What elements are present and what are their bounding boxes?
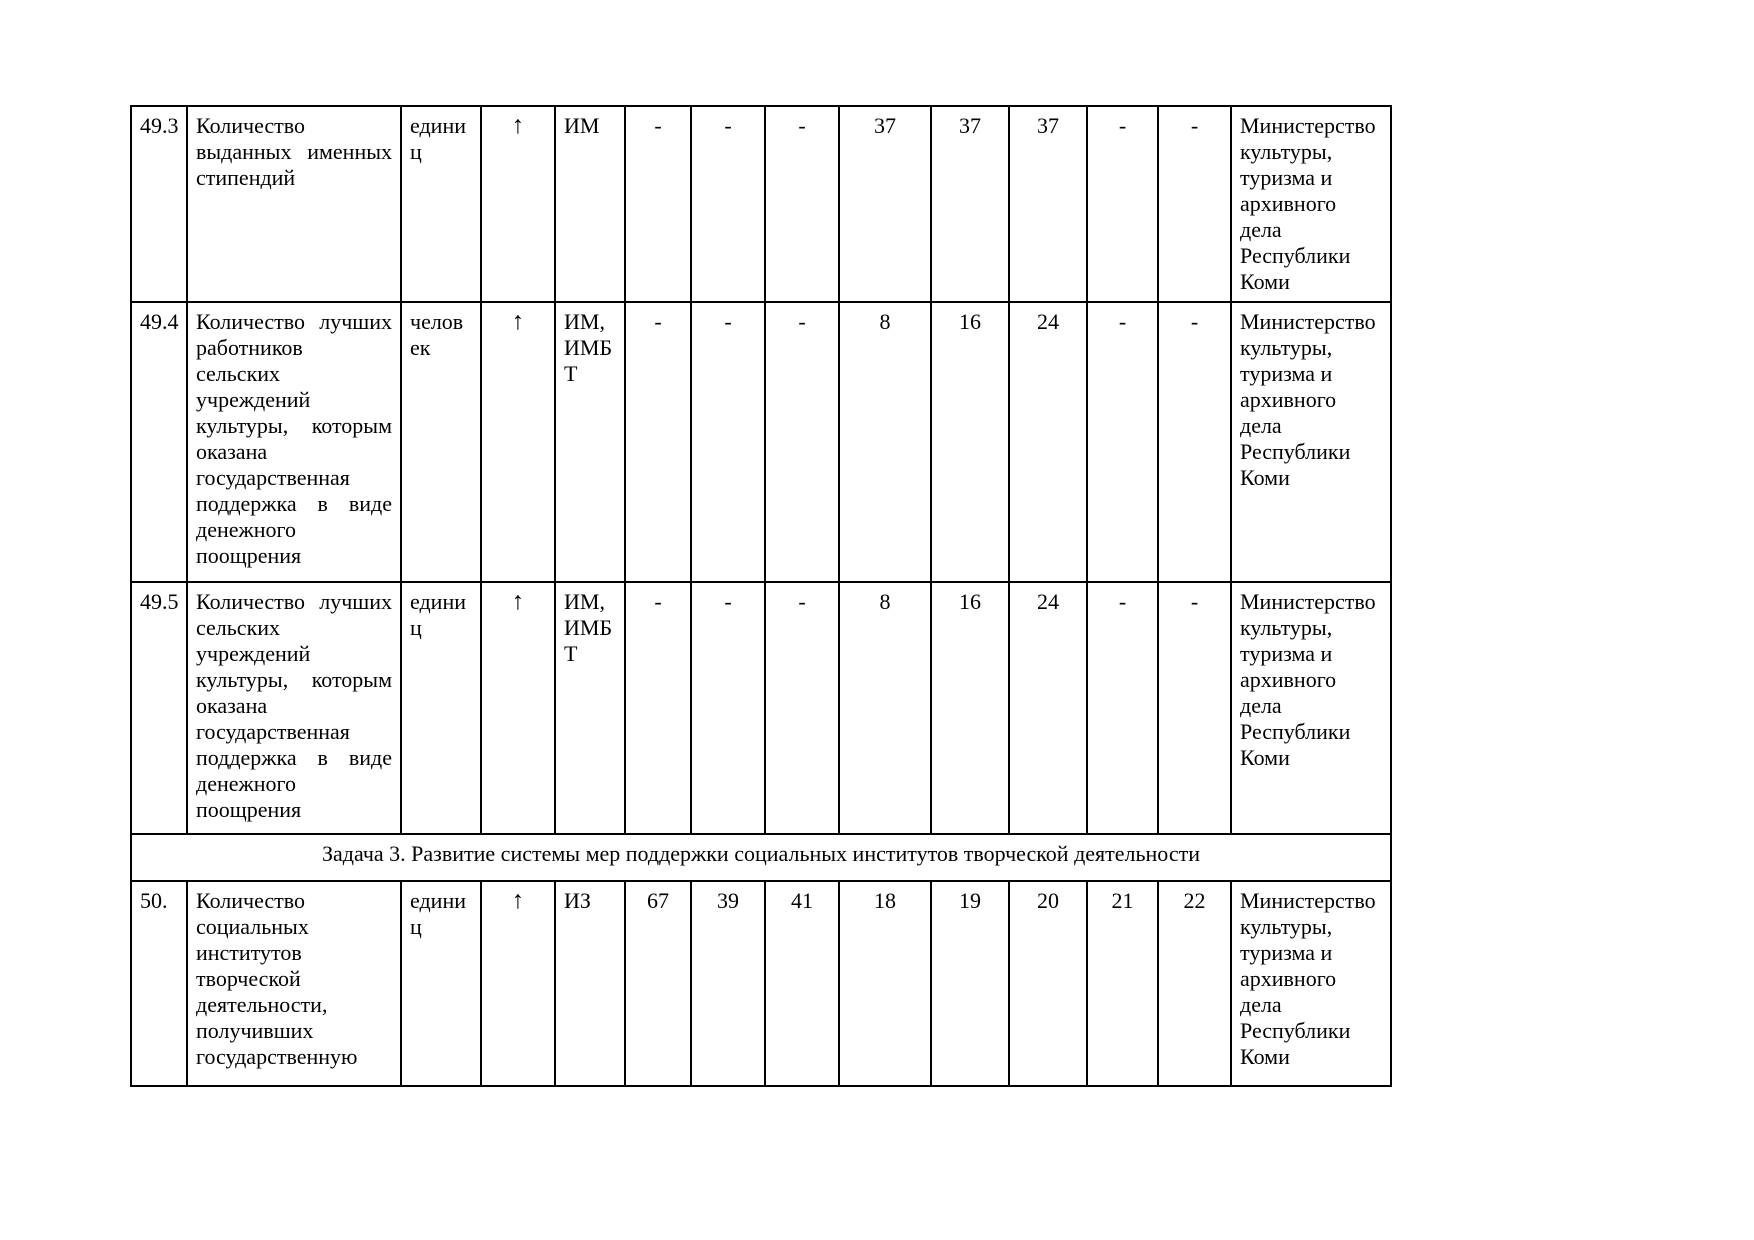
table-row	[131, 582, 1391, 834]
table-row	[131, 302, 1391, 582]
cell-row-number: 49.3	[131, 106, 187, 302]
cell-unit: человек	[401, 302, 481, 582]
cell-value: -	[691, 106, 765, 302]
cell-value: 16	[931, 302, 1009, 582]
cell-value: -	[1087, 582, 1158, 834]
cell-value: -	[625, 302, 691, 582]
cell-value: 19	[931, 881, 1009, 1086]
cell-indicator-name: Количество выданных именных стипендий	[187, 106, 401, 302]
cell-value: 8	[839, 302, 931, 582]
cell-value: -	[1087, 106, 1158, 302]
up-arrow-icon: ↑	[481, 302, 555, 582]
cell-indicator-name: Количество социальных институтов творческой деятельности, получивших государственную	[187, 881, 401, 1086]
up-arrow-icon: ↑	[481, 106, 555, 302]
cell-value: -	[691, 582, 765, 834]
cell-indicator-name: Количество лучших сельских учреждений культуры, которым оказана государственная поддержка в виде денежного поощрения	[187, 582, 401, 834]
cell-responsible-body: Министерство культуры, туризма и архивного дела Республики Коми	[1231, 582, 1391, 834]
section-header: Задача 3. Развитие системы мер поддержки социальных институтов творческой деятельности	[131, 834, 1391, 881]
cell-value: -	[625, 106, 691, 302]
cell-value: 37	[1009, 106, 1087, 302]
cell-value: 8	[839, 582, 931, 834]
cell-value: 20	[1009, 881, 1087, 1086]
up-arrow-icon: ↑	[481, 881, 555, 1086]
cell-code: ИМ	[555, 106, 625, 302]
cell-responsible-body: Министерство культуры, туризма и архивного дела Республики Коми	[1231, 881, 1391, 1086]
cell-responsible-body: Министерство культуры, туризма и архивного дела Республики Коми	[1231, 302, 1391, 582]
cell-value: 22	[1158, 881, 1231, 1086]
table-row	[131, 106, 1391, 302]
cell-value: 67	[625, 881, 691, 1086]
up-arrow-icon: ↑	[481, 582, 555, 834]
cell-value: -	[1158, 582, 1231, 834]
cell-value: 37	[839, 106, 931, 302]
cell-value: -	[625, 582, 691, 834]
cell-unit: единиц	[401, 106, 481, 302]
cell-value: -	[765, 302, 839, 582]
cell-value: -	[765, 106, 839, 302]
cell-value: 41	[765, 881, 839, 1086]
cell-value: 16	[931, 582, 1009, 834]
cell-value: 24	[1009, 302, 1087, 582]
cell-unit: единиц	[401, 881, 481, 1086]
cell-row-number: 49.5	[131, 582, 187, 834]
cell-value: -	[691, 302, 765, 582]
cell-responsible-body: Министерство культуры, туризма и архивного дела Республики Коми	[1231, 106, 1391, 302]
indicators-table	[130, 105, 1392, 1087]
table-row	[131, 881, 1391, 1086]
cell-row-number: 50.	[131, 881, 187, 1086]
cell-code: ИМ, ИМБТ	[555, 302, 625, 582]
cell-value: -	[1158, 106, 1231, 302]
cell-code: ИМ, ИМБТ	[555, 582, 625, 834]
cell-code: ИЗ	[555, 881, 625, 1086]
cell-value: 21	[1087, 881, 1158, 1086]
cell-value: -	[1158, 302, 1231, 582]
cell-value: -	[765, 582, 839, 834]
cell-value: -	[1087, 302, 1158, 582]
cell-indicator-name: Количество лучших работников сельских учреждений культуры, которым оказана государственная поддержка в виде денежного поощрения	[187, 302, 401, 582]
cell-value: 18	[839, 881, 931, 1086]
cell-value: 39	[691, 881, 765, 1086]
section-header-row	[131, 834, 1391, 881]
cell-unit: единиц	[401, 582, 481, 834]
cell-value: 24	[1009, 582, 1087, 834]
cell-value: 37	[931, 106, 1009, 302]
cell-row-number: 49.4	[131, 302, 187, 582]
